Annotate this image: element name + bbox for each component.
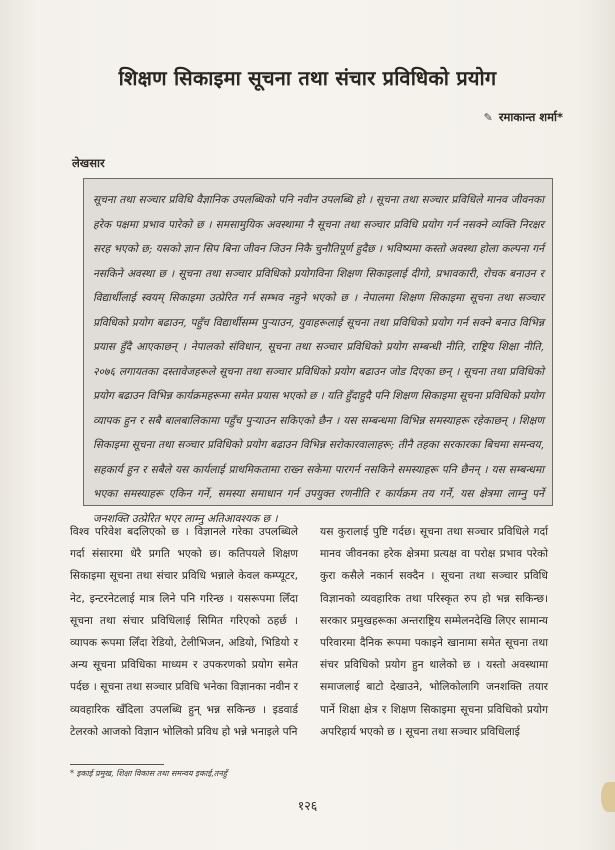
abstract-heading: लेखसार xyxy=(72,156,105,170)
abstract-box xyxy=(83,178,553,525)
footnote: * इकाई प्रमुख, शिक्षा विकास तथा समन्वय इकाई,तनहुँ xyxy=(70,769,228,778)
body-right-column: यस कुरालाई पुष्टि गर्दछ। सूचना तथा सञ्चार प्रविधिले गर्दा मानव जीवनका हरेक क्षेत्रमा प्रत्यक्ष वा परोक्ष प्रभाव परेको कुरा कसैले नकार्न सक्दैन । सूचना तथा सञ्चार प्रविधि विज्ञानको व्यवहारिक तथा परिस्कृत रुप हो भन्न सकिन्छ। सरकार प्रमुखहरूका अन्तराष्ट्रिय सम्मेलनदेखि लिएर सामान्य परिवारमा दैनिक रूपमा पकाइने खानामा समेत सूचना तथा संचर प्रविधिको प्रयोग हुन थालेको छ । यस्तो अवस्थामा समाजलाई बाटो देखाउने, भोलिकोलागि जनशक्ति तयार पार्ने शिक्षा क्षेत्र र शिक्षण सिकाइमा सूचना प्रविधिको प्रयोग अपरिहार्य भएको छ । सूचना तथा सञ्चार प्रविधिलाई xyxy=(320,525,548,738)
footnote-rule xyxy=(70,764,164,765)
author-line xyxy=(484,110,563,125)
page-edge-tab xyxy=(601,782,615,812)
article-title: शिक्षण सिकाइमा सूचना तथा संचार प्रविधिको प्रयोग xyxy=(118,66,497,90)
abstract-text: सूचना तथा सञ्चार प्रविधि वैज्ञानिक उपलब्धिको पनि नवीन उपलब्धि हो । सूचना तथा सञ्चार प्रविधिले मानव जीवनका हरेक पक्षमा प्रभाव पारेको छ । समसामुयिक अवस्थामा नै सूचना तथा सञ्चार प्रविधि प्रयोग गर्न नसक्ने व्यक्ति निरक्षर सरह भएको छ; यसको ज्ञान सिप बिना जीवन जिउन निकै चुनौतिपूर्ण हुदैछ । भविष्यमा कस्तो अवस्था होला कल्पना गर्न नसकिने अवस्था छ । सूचना तथा सञ्चार प्रविधिको प्रयोगविना शिक्षण सिकाइलाई दीगो, प्रभावकारी, रोचक बनाउन र विद्यार्थीलाई स्वयम् सिकाइमा उत्प्रेरित गर्न सम्भव नहुने भएको छ । नेपालमा शिक्षण सिकाइमा सूचना तथा सञ्चार प्रविधिको प्रयोग बढाउन, पहुँच विद्यार्थीसम्म पुऱ्याउन, युवाहरूलाई सूचना तथा प्रविधिको प्रयोग गर्न सक्ने बनाउ विभिन्न प्रयास हुँदै आएकाछन् । नेपालको संविधान, सूचना तथा सञ्चार प्रविधिको प्रयोग सम्बन्धी नीति, राष्ट्रिय शिक्षा नीति, २०७६ लगायतका दस्तावेजहरूले सूचना तथा सञ्चार प्रविधिको प्रयोग बढाउन जोड दिएका छन् । सूचना तथा प्रविधिको प्रयोग बढाउन विभिन्न कार्यक्रमहरूमा समेत प्रयास भएको छ । यति हुँदाहुदै पनि शिक्षण सिकाइमा सूचना प्रविधिको प्रयोग व्यापक हुन र सबै बालबालिकामा पहुँच पुऱ्याउन सकिएको छैन । यस सम्बन्धमा विभिन्न समस्याहरू रहेकाछन् । शिक्षण सिकाइमा सूचना तथा सञ्चार प्रविधिको प्रयोग बढाउन विभिन्न सरोकारवालाहरू; तीनै तहका सरकारका बिचमा समन्वय, सहकार्य हुन र सबैले यस कार्यलाई प्राथमिकतामा राख्न सकेमा पारगर्न नसकिने समस्याहरू पनि छैनन् । यस सम्बन्धमा भएका समस्याहरू एकिन गर्ने, समस्या समाधान गर्न उपयुक्त रणनीति र कार्यक्रम तय गर्ने, यस क्षेत्रमा लाम्नु पर्ने जनशक्ति उत्प्रेरित भएर लाम्नु अतिआवश्यक छ । xyxy=(93,194,545,525)
author-name: रमाकान्त शर्मा* xyxy=(498,110,563,124)
pen-icon: ✎ xyxy=(483,111,493,124)
page-number: १२६ xyxy=(297,798,318,813)
body-left-column: विश्व परिवेश बदलिएको छ । विज्ञानले गरेका उपलब्धिले गर्दा संसारमा धेरै प्रगति भएको छ। कतिपयले शिक्षण सिकाइमा सूचना तथा संचार प्रविधि भन्नाले केवल कम्प्यूटर, नेट, इन्टरनेटलाई मात्र लिने पनि गरिन्छ । यसरूपमा लिँदा सूचना तथा संचार प्रविधिलाई सिमित गरिएको ठहर्छ । व्यापक रूपमा लिँदा रेडियो, टेलीभिजन, अडियो, भिडियो र अन्य सूचना प्रविधिका माध्यम र उपकरणको प्रयोग समेत पर्दछ । सूचना तथा सञ्चार प्रविधि भनेका विज्ञानका नवीन र व्यवहारिक खँदिला उपलब्धि हुन् भन्न सकिन्छ । इडवार्ड टेलरको आजको विज्ञान भोलिको प्रविध हो भन्ने भनाइले पनि xyxy=(70,525,298,738)
